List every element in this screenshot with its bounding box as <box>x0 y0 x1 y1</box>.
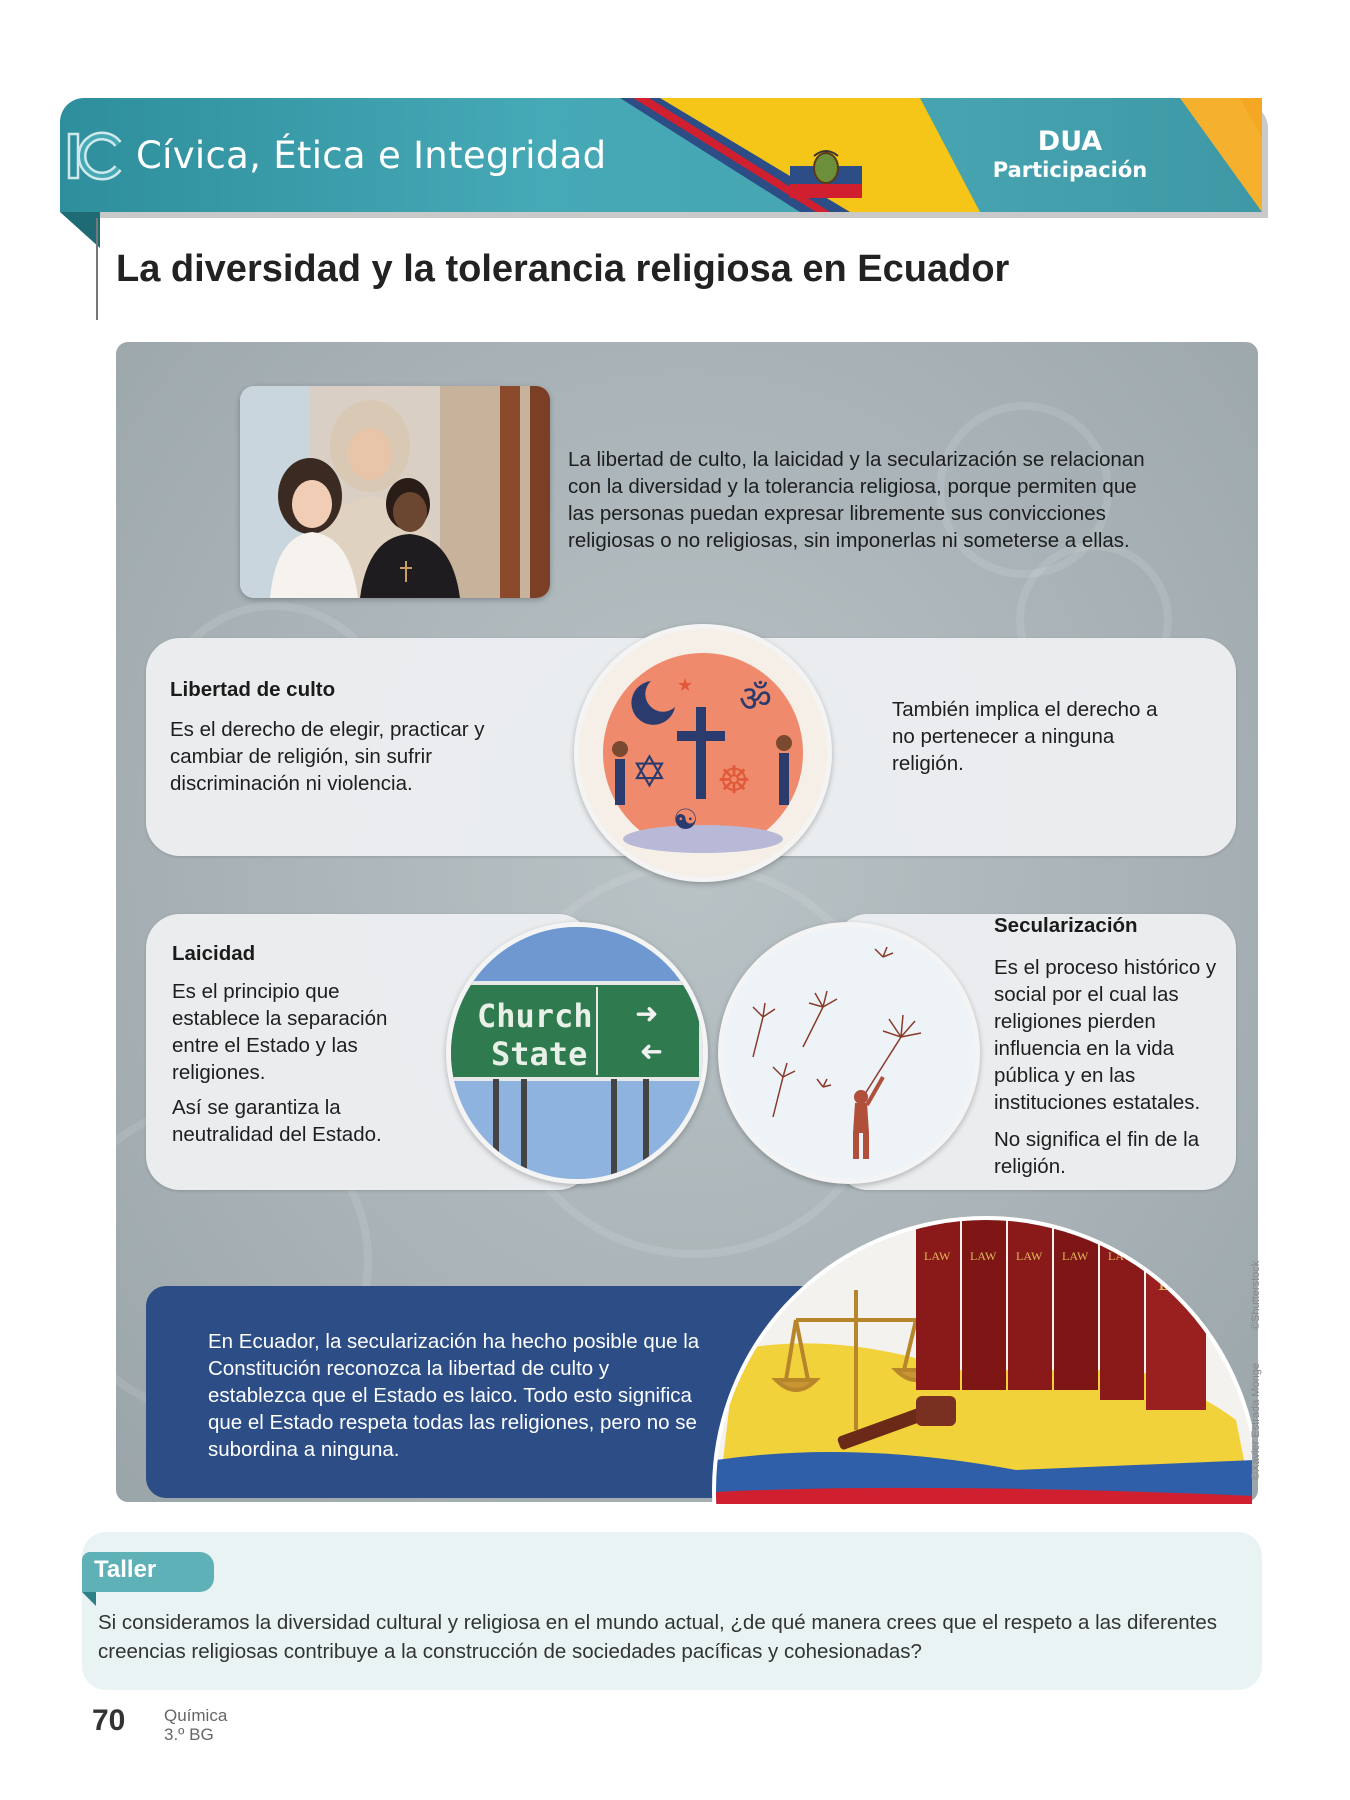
sign-church-text: Church <box>477 997 593 1035</box>
libertad-de-culto-extra: También implica el derecho a no pertenecer a ninguna religión. <box>892 698 1158 775</box>
yin-yang-icon: ☯ <box>673 803 699 836</box>
secularizacion-text: Es el proceso histórico y social por el cual las religiones pierden influencia en la vida pública y en las instituciones estatales. <box>994 956 1217 1114</box>
taller-tab-fold <box>82 1592 96 1606</box>
law-books <box>916 1220 1206 1410</box>
om-icon: ॐ <box>739 679 772 720</box>
church-state-sign-image <box>446 922 708 1184</box>
page-title: La diversidad y la tolerancia religiosa en Ecuador <box>116 248 1010 290</box>
dua-subtitle: Participación <box>992 158 1148 182</box>
star-of-david-icon: ✡ <box>631 747 668 798</box>
book-label: LAW <box>970 1249 997 1263</box>
secularizacion-heading: Secularización <box>994 914 1138 937</box>
page-number: 70 <box>92 1704 126 1737</box>
friends-photo <box>240 386 550 598</box>
section-title: Cívica, Ética e Integridad <box>136 134 607 177</box>
taller-question: Si consideramos la diversidad cultural y religiosa en el mundo actual, ¿de qué manera crees que el respeto a las diferentes creencias religiosas contribuye a la construcción de sociedades pacíficas y cohesionadas? <box>98 1611 1218 1663</box>
book-label: LAW <box>924 1249 951 1263</box>
arrow-left-icon: ➜ <box>639 1036 663 1069</box>
laicidad-heading: Laicidad <box>172 942 256 965</box>
laicidad-text: Es el principio que establece la separación entre el Estado y las religiones. <box>172 980 388 1084</box>
ecuador-paragraph: En Ecuador, la secularización ha hecho posible que la Constitución reconozca la libertad de culto y establezca que el Estado es laico. Todo esto significa que el Estado respeta todas las religiones, pero no se subordina a ninguna. <box>208 1330 700 1461</box>
banner-fold <box>60 212 100 248</box>
libertad-de-culto-heading: Libertad de culto <box>170 678 336 701</box>
photo-credit-stock: ©Shutterstock <box>1250 1260 1262 1330</box>
dandelion-seeds-image <box>718 922 980 1184</box>
secularizacion-text-2: No significa el fin de la religión. <box>994 1128 1200 1178</box>
grade-level: 3.º BG <box>164 1725 214 1744</box>
footer-subject <box>164 1706 227 1744</box>
ecuador-flag-ribbon <box>620 98 980 212</box>
book-label: LAW <box>1158 1270 1207 1295</box>
religions-illustration <box>574 624 832 882</box>
person-left-icon <box>615 759 625 805</box>
dua-label: DUA <box>1037 126 1103 157</box>
law-illustration <box>716 1220 1252 1504</box>
arrow-right-icon: ➜ <box>635 997 659 1030</box>
cross-icon <box>696 707 706 799</box>
photo-credit-author: ©Xavier Estrada Monge <box>1250 1363 1262 1480</box>
sign-state-text: State <box>491 1035 588 1073</box>
book-label: LAW <box>1062 1249 1089 1263</box>
ecuador-flag-icon <box>790 132 862 198</box>
ic-logo-icon <box>66 128 124 184</box>
law-books-circle <box>712 1216 1252 1504</box>
dharma-wheel-icon: ☸ <box>717 758 752 802</box>
banner-corner-accent <box>1180 98 1262 212</box>
title-rule <box>96 218 98 320</box>
svg-text:★: ★ <box>677 675 694 696</box>
law-books-image <box>712 1216 1252 1504</box>
book-label: LAW <box>1108 1249 1135 1263</box>
book-label: LAW <box>1016 1249 1043 1263</box>
intro-paragraph: La libertad de culto, la laicidad y la secularización se relacionan con la diversidad y la tolerancia religiosa, porque permiten que las personas puedan expresar libremente sus convicciones religiosas o no religiosas, sin imponerlas ni someterse a ellas. <box>568 448 1145 552</box>
subject-name: Química <box>164 1706 228 1725</box>
person-right-icon <box>779 753 789 805</box>
laicidad-text-2: Así se garantiza la neutralidad del Estado. <box>172 1096 382 1146</box>
libertad-de-culto-text: Es el derecho de elegir, practicar y cambiar de religión, sin sufrir discriminación ni violencia. <box>170 718 485 795</box>
taller-label: Taller <box>94 1556 157 1583</box>
